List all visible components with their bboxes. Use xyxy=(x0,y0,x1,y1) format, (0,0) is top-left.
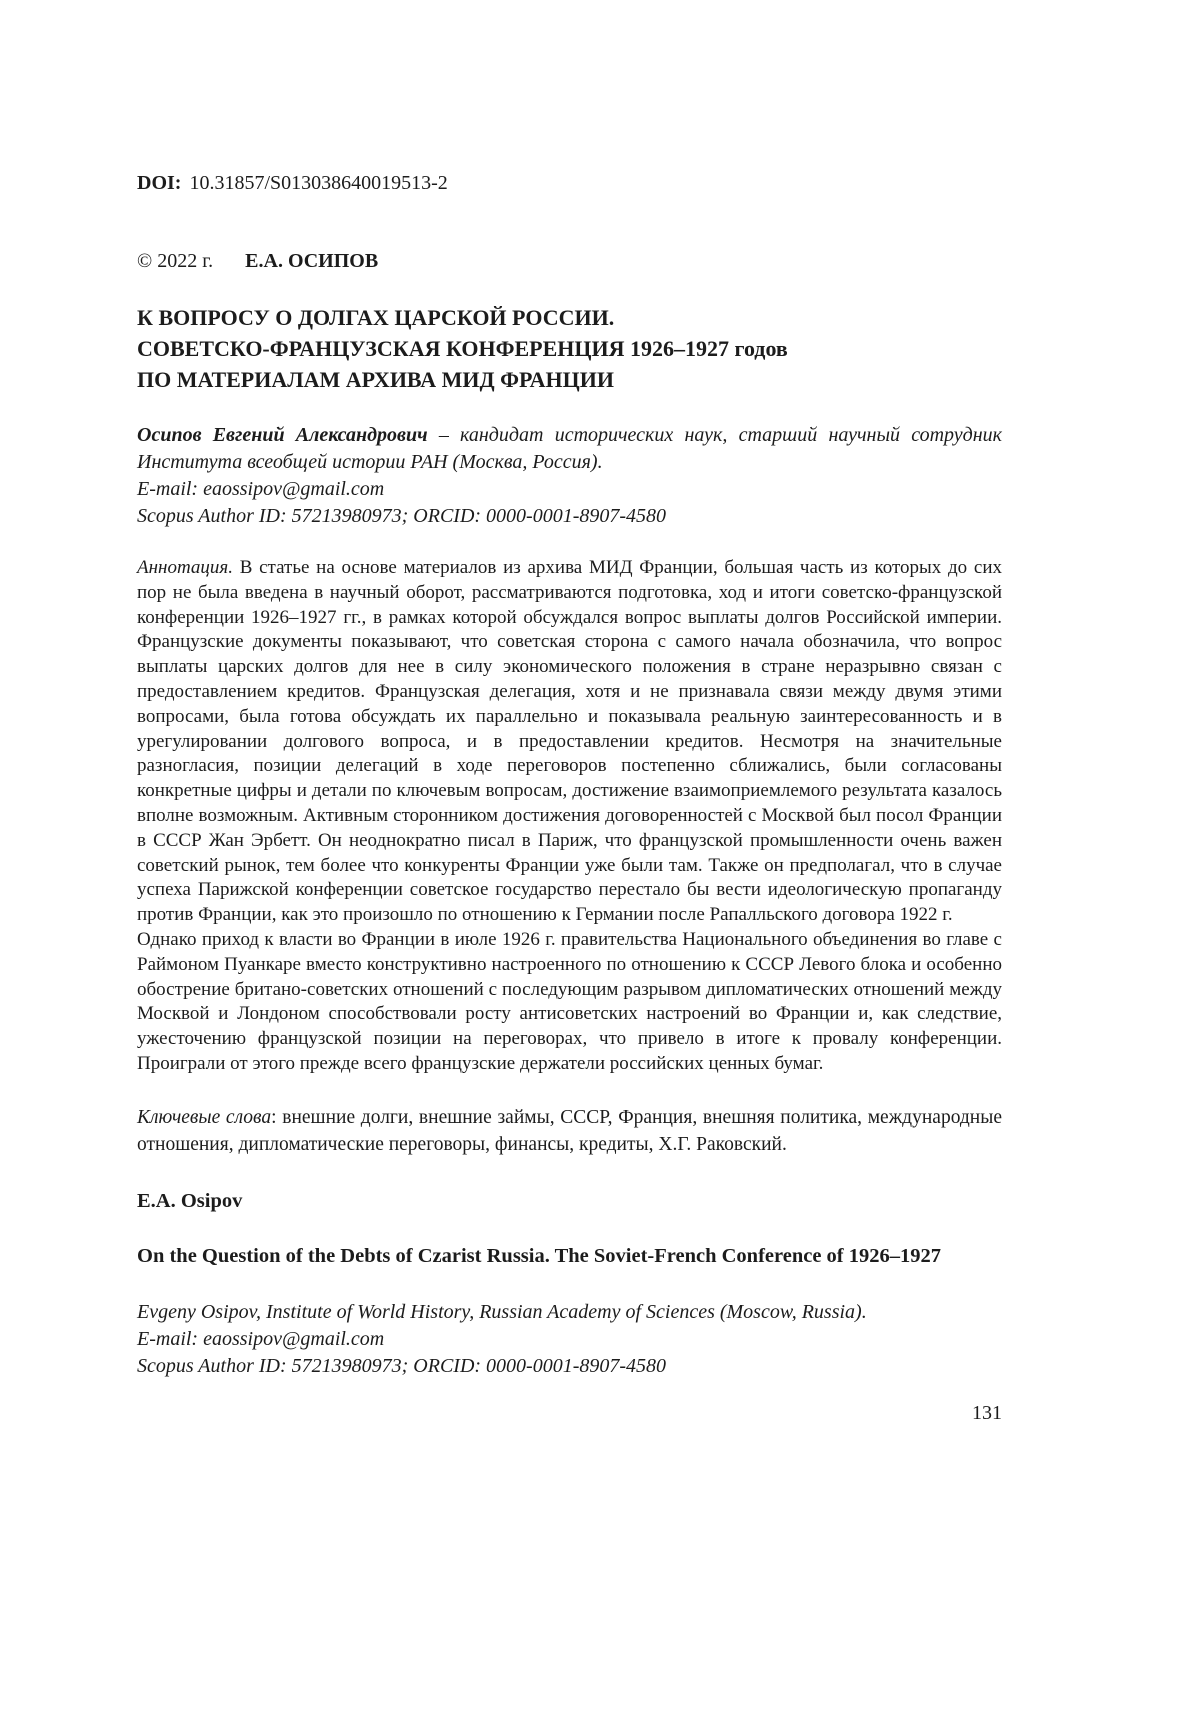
article-title xyxy=(137,302,1002,395)
keywords-label: Ключевые слова xyxy=(137,1106,272,1128)
doi-line xyxy=(137,170,1002,197)
page-footer xyxy=(137,1400,1002,1427)
abstract-text-1: В статье на основе материалов из архива МИД Франции, большая часть из которых до сих пор не была введена в научный оборот, рассматриваются подготовка, ход и итоги советско-французской конференции 1926–1927 гг., в рамках которой обсуждался вопрос выплаты долгов Российской империи. Французские документы показывают, что советская сторона с самого начала обозначила, что вопрос выплаты царских долгов для нее в силу экономического положения в стране неразрывно связан с предоставлением кредитов. Французская делегация, хотя и не признавала связи между двумя этими вопросами, была готова обсуждать их параллельно и показывала реальную заинтересованность и в урегулировании долгового вопроса, и в предоставлении кредитов. Несмотря на значительные разногласия, позиции делегаций в ходе переговоров постепенно сближались, были согласованы конкретные цифры и детали по ключевым вопросам, достижение взаимоприемлемого результата казалось вполне возможным. Активным сторонником достижения договоренностей с Москвой был посол Франции в СССР Жан Эрбетт. Он неоднократно писал в Париж, что французской промышленности очень важен советский рынок, тем более что конкуренты Франции уже были там. Также он предполагал, что в случае успеха Парижской конференции советское государство перестало бы вести идеологическую пропаганду против Франции, как это произошло по отношению к Германии после Рапалльского договора 1922 г. xyxy=(137,557,1002,926)
author-email: E-mail: eaossipov@gmail.com xyxy=(137,478,385,500)
title-line-1: К ВОПРОСУ О ДОЛГАХ ЦАРСКОЙ РОССИИ. xyxy=(137,305,615,330)
author-ids: Scopus Author ID: 57213980973; ORCID: 0000-0001-8907-4580 xyxy=(137,505,667,527)
abstract-block xyxy=(137,556,1002,1077)
page-number: 131 xyxy=(972,1401,1002,1424)
english-author: E.A. Osipov xyxy=(137,1189,243,1212)
abstract-label: Аннотация. xyxy=(137,557,233,578)
author-info-block xyxy=(137,422,1002,530)
author-affiliation: – кандидат исторических наук, старший научный сотрудник Института всеобщей истории РАН (Москва, Россия). xyxy=(137,424,1002,473)
title-line-3: ПО МАТЕРИАЛАМ АРХИВА МИД ФРАНЦИИ xyxy=(137,367,614,392)
author-name: Осипов Евгений Александрович xyxy=(137,424,428,446)
keywords-text: : внешние долги, внешние займы, СССР, Франция, внешняя политика, международные отношения, дипломатические переговоры, финансы, кредиты, Х.Г. Раковский. xyxy=(137,1106,1002,1155)
english-title: On the Question of the Debts of Czarist Russia. The Soviet-French Conference of 1926–1927 xyxy=(137,1244,942,1267)
english-ids: Scopus Author ID: 57213980973; ORCID: 0000-0001-8907-4580 xyxy=(137,1354,667,1377)
english-email: E-mail: eaossipov@gmail.com xyxy=(137,1327,385,1350)
english-affiliation: Evgeny Osipov, Institute of World History, Russian Academy of Sciences (Moscow, Russia). xyxy=(137,1300,867,1323)
abstract-paragraph-1 xyxy=(137,556,1002,928)
author-affiliation-line xyxy=(137,422,1002,476)
english-affiliation-block xyxy=(137,1299,1002,1380)
abstract-paragraph-2: Однако приход к власти во Франции в июле 1926 г. правительства Национального объединения во главе с Раймоном Пуанкаре вместо конструктивно настроенного по отношению к СССР Левого блока и особенно обострение британо-советских отношений с последующим разрывом дипломатических отношений между Москвой и Лондоном способствовали росту антисоветских настроений во Франции и, как следствие, ужесточению французской позиции на переговорах, что привело в итоге к провалу конференции. Проиграли от этого прежде всего французские держатели российских ценных бумаг. xyxy=(137,928,1002,1074)
author-byline: Е.А. ОСИПОВ xyxy=(245,250,379,272)
doi-value: 10.31857/S013038640019513-2 xyxy=(189,172,448,194)
copyright-year: © 2022 г. xyxy=(137,250,214,272)
byline xyxy=(137,248,1002,275)
doi-label: DOI: xyxy=(137,172,182,194)
title-line-2: СОВЕТСКО-ФРАНЦУЗСКАЯ КОНФЕРЕНЦИЯ 1926–1927 годов xyxy=(137,336,788,361)
keywords-block xyxy=(137,1104,1002,1158)
